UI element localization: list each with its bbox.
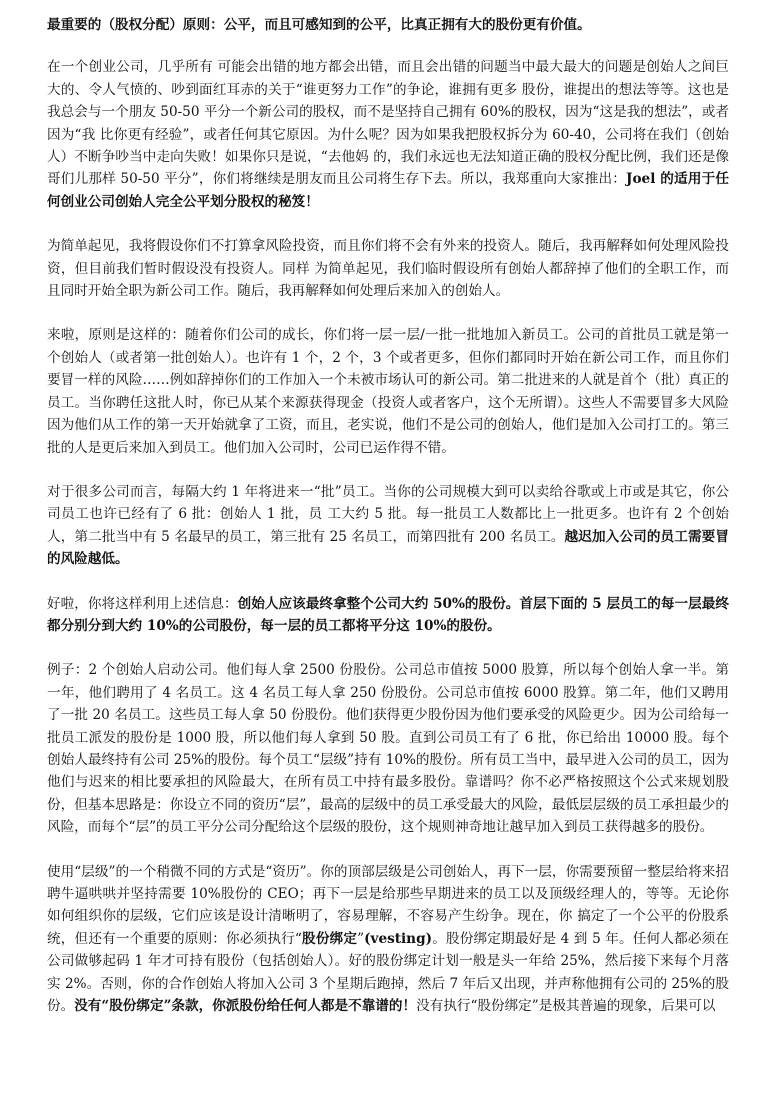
- paragraph-text: 为简单起见，我将假设你们不打算拿风险投资，而且你们将不会有外来的投资人。随后，我再解释如何处理风险投资，但目前我们暂时假设没有投资人。同样 为简单起见，我们临时假设所有创始人都辞掉了他们的全职工作，而且同时开始全职为新公司工作。随后，我再解释如何处理后来加入的创始人。: [47, 238, 729, 300]
- paragraph-text: 使用“层级”的一个稍微不同的方式是“资历”。你的顶部层级是公司创始人，再下一层，你需要预留一整层给将来招聘牛逼哄哄并坚持需要 10%股份的 CEO；再下一层是给那些早期进来的员工以及顶级经理人的，等等。无论你如何组织你的层级，它们应该是设计清晰明了，容易理解，不容易产生纷争。现在，你 搞定了一个公平的份股系统，但还有一个重要的原则：你必须执行“: [47, 863, 729, 947]
- emphasis-text: 没有“股份绑定”条款，你派股份给任何人都是不靠谱的！: [74, 998, 417, 1015]
- paragraph-text: ”: [357, 930, 365, 947]
- paragraph-allocation: [47, 593, 729, 638]
- paragraph-assumptions: [47, 235, 729, 302]
- paragraph-text: 。股份绑定期最好是 4 到 5 年。任何人都必须在公司做够起码 1 年才可持有股份（包括创始人）。好的股份绑定计划一般是头一年给 25%，然后接下来每个月落实 2%。否则，你的合作创始人将加入公司 3 个星期后跑掉，然后 7 年后又出现，并声称他拥有公司的 25%的股份。: [47, 930, 730, 1015]
- heading-text: 最重要的（股权分配）原则：公平，而且可感知到的公平，比真正拥有大的股份更有价值。: [47, 17, 591, 33]
- paragraph-vesting: [47, 861, 729, 1018]
- paragraph-text: 好啦，你将这样利用上述信息：: [47, 595, 238, 612]
- emphasis-text: 股份绑定: [301, 930, 358, 947]
- document-page: [47, 14, 729, 1039]
- principle-heading: [47, 14, 729, 36]
- emphasis-text: Joel 的适用于任何创业公司创始人完全公平划分股权的秘笈！: [47, 171, 729, 210]
- paragraph-text: 没有执行“股份绑定”是极其普遍的现象，后果可以: [416, 998, 716, 1015]
- emphasis-text: 创始人应该最终拿整个公司大约 50%的股份。首层下面的 5 层员工的每一层最终都分别分到大约 10%的公司股份，每一层的员工都将平分这 10%的股份。: [47, 595, 729, 634]
- paragraph-text: 例子：2 个创始人启动公司。他们每人拿 2500 份股份。公司总市值按 5000 股算，所以每个创始人拿一半。第一年，他们聘用了 4 名员工。这 4 名员工每人拿 250 份股份。公司总市值按 6000 股算。第二年，他们又聘用了一批 20 名员工。这些员工每人拿 50 份股份。他们获得更少股份因为他们要承受的风险更少。因为公司给每一批员工派发的股份是 1000 股，所以他们每人拿到 50 股。直到公司员工有了 6 批，你已给出 10000 股。每个创始人最终持有公司 25%的股份。每个员工“层级”持有 10%的股份。所有员工当中，最早进入公司的员工，因为他们与迟来的相比要承担的风险最大，在所有员工中持有最多股份。靠谱吗？你不必严格按照这个公式来规划股份，但基本思路是：你设立不同的资历“层”，最高的层级中的员工承受最大的风险，最低层层级的员工承担最少的风险，而每个“层”的员工平分公司分配给这个层级的股份，这个规则神奇地让越早加入到员工获得越多的股份。: [47, 662, 729, 836]
- paragraph-layers: [47, 324, 729, 458]
- paragraph-batches: [47, 481, 729, 571]
- paragraph-text: 在一个创业公司，几乎所有 可能会出错的地方都会出错，而且会出错的问题当中最大最大的问题是创始人之间巨大的、令人气愤的、吵到面红耳赤的关于“谁更努力工作”的争论，谁拥有更多 股份，谁提出的想法等等。这也是我总会与一个朋友 50-50 平分一个新公司的股权，而不是坚持自己拥有 60%的股权，因为“这是我的想法”，或者因为“我 比你更有经验”，或者任何其它原因。为什么呢？因为如果我把股权拆分为 60-40，公司将在我们（创始人）不断争吵当中走向失败！如果你只是说，“去他妈 的，我们永远也无法知道正确的股权分配比例，我们还是像哥们儿那样 50-50 平分”，你们将继续是朋友而且公司将生存下去。所以，我郑重向大家推出：: [47, 59, 729, 188]
- paragraph-equal-split: [47, 56, 729, 213]
- paragraph-example: [47, 659, 729, 838]
- paragraph-text: 对于很多公司而言，每隔大约 1 年将进来一“批”员工。当你的公司规模大到可以卖给谷歌或上市或是其它，你公司员工也许已经有了 6 批：创始人 1 批，员 工大约 5 批。每一批员工人数都比上一批更多。也许有 2 个创始人，第二批当中有 5 名最早的员工，第三批有 25 名员工，而第四批有 200 名员工。: [47, 483, 729, 545]
- paragraph-text: 来啦，原则是这样的：随着你们公司的成长，你们将一层一层/一批一批地加入新员工。公司的首批员工就是第一个创始人（或者第一批创始人）。也许有 1 个，2 个，3 个或者更多，但你们都同时开始在新公司工作，而且你们要冒一样的风险……例如辞掉你们的工作加入一个未被市场认可的新公司。第二批进来的人就是首个（批）真正的员工。当你聘任这批人时，你已从某个来源获得现金（投资人或者客户，这个无所谓）。这些人不需要冒多大风险因为他们从工作的第一天开始就拿了工资，而且，老实说，他们不是公司的创始人，他们是加入公司打工的。第三批的人是更后来加入到员工。他们加入公司时，公司已运作得不错。: [47, 327, 729, 456]
- emphasis-text: (vesting): [364, 930, 433, 947]
- emphasis-text: 越迟加入公司的员工需要冒的风险越低。: [47, 528, 729, 568]
